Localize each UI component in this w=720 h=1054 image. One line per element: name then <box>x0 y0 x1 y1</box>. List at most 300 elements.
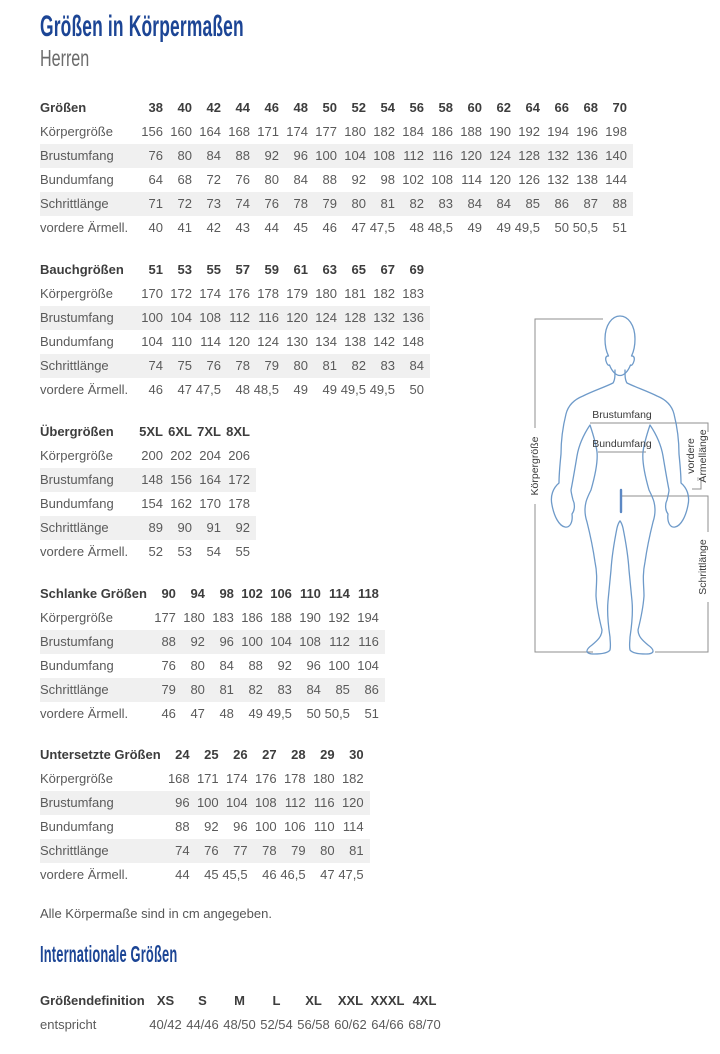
size-header: 68 <box>583 100 598 115</box>
value-cell: 148 <box>141 472 163 487</box>
header-row <box>40 96 633 120</box>
value-cell: 182 <box>341 771 364 786</box>
measure-row <box>40 354 430 378</box>
measure-row <box>40 444 256 468</box>
value-cell: 47 <box>177 382 192 397</box>
value-cell: 76 <box>204 843 219 858</box>
value-cell: 172 <box>228 472 250 487</box>
value-cell: 80 <box>293 358 308 373</box>
value-cell: 68/70 <box>408 1017 441 1032</box>
value-cell: 181 <box>344 286 366 301</box>
value-cell: 80 <box>190 682 205 697</box>
value-cell: 180 <box>183 610 205 625</box>
row-label: Brustumfang <box>40 148 114 163</box>
size-header: 7XL <box>197 424 221 439</box>
size-header: XXL <box>337 993 364 1008</box>
value-cell: 190 <box>489 124 511 139</box>
value-cell: 45 <box>293 220 308 235</box>
value-cell: 47,5 <box>338 867 364 882</box>
value-cell: 180 <box>344 124 366 139</box>
fill <box>379 582 385 606</box>
value-cell: 51 <box>364 706 379 721</box>
value-cell: 96 <box>306 658 321 673</box>
value-cell: 112 <box>284 795 306 810</box>
table-title: Übergrößen <box>40 424 114 439</box>
value-cell: 76 <box>235 172 250 187</box>
measure-lines <box>535 319 708 652</box>
value-cell: 100 <box>315 148 337 163</box>
value-cell: 73 <box>206 196 221 211</box>
value-cell: 180 <box>312 771 335 786</box>
size-header: 94 <box>190 586 205 601</box>
value-cell: 48/50 <box>223 1017 256 1032</box>
header-row <box>40 582 385 606</box>
value-cell: 46,5 <box>280 867 306 882</box>
fill <box>250 420 256 444</box>
row-label: Schrittlänge <box>40 358 109 373</box>
value-cell: 114 <box>200 334 221 349</box>
value-cell: 102 <box>402 172 424 187</box>
value-cell: 46 <box>262 867 277 882</box>
row-label: Brustumfang <box>40 795 114 810</box>
fill <box>364 863 370 887</box>
fill <box>379 702 385 726</box>
value-cell: 104 <box>141 334 163 349</box>
value-cell: 92 <box>235 520 250 535</box>
size-header: 44 <box>235 100 250 115</box>
row-label: Körpergröße <box>40 124 113 139</box>
size-header: 59 <box>264 262 279 277</box>
value-cell: 96 <box>219 634 234 649</box>
value-cell: 196 <box>576 124 598 139</box>
value-cell: 81 <box>380 196 395 211</box>
value-cell: 110 <box>313 819 335 834</box>
value-cell: 184 <box>402 124 424 139</box>
value-cell: 96 <box>293 148 308 163</box>
row-label: Brustumfang <box>40 634 114 649</box>
value-cell: 50,5 <box>572 220 598 235</box>
units-note: Alle Körpermaße sind in cm angegeben. <box>40 906 272 921</box>
size-header: 25 <box>204 747 219 762</box>
value-cell: 176 <box>228 286 250 301</box>
value-cell: 79 <box>161 682 176 697</box>
value-cell: 116 <box>358 634 379 649</box>
fill <box>250 516 256 540</box>
measure-row <box>40 815 370 839</box>
value-cell: 114 <box>461 172 482 187</box>
value-cell: 88 <box>235 148 250 163</box>
value-cell: 81 <box>349 843 364 858</box>
value-cell: 178 <box>283 771 306 786</box>
value-cell: 40/42 <box>149 1017 182 1032</box>
value-cell: 72 <box>177 196 192 211</box>
size-header: 102 <box>241 586 263 601</box>
value-cell: 47 <box>351 220 366 235</box>
value-cell: 112 <box>329 634 350 649</box>
table-title: Größen <box>40 100 87 115</box>
fill <box>250 468 256 492</box>
value-cell: 120 <box>228 334 250 349</box>
value-cell: 132 <box>373 310 395 325</box>
measure-row <box>40 192 633 216</box>
size-header: 98 <box>219 586 234 601</box>
size-header: XS <box>156 993 175 1008</box>
fill <box>627 120 633 144</box>
size-header: 51 <box>148 262 163 277</box>
size-header: 30 <box>349 747 364 762</box>
size-header: 67 <box>380 262 395 277</box>
size-header: 29 <box>320 747 335 762</box>
value-cell: 76 <box>148 148 163 163</box>
value-cell: 50 <box>554 220 569 235</box>
value-cell: 74 <box>235 196 250 211</box>
size-header: 55 <box>206 262 221 277</box>
value-cell: 76 <box>264 196 279 211</box>
value-cell: 42 <box>206 220 221 235</box>
row-label: Schrittlänge <box>40 843 109 858</box>
value-cell: 170 <box>141 286 163 301</box>
value-cell: 112 <box>229 310 250 325</box>
measure-row <box>40 282 430 306</box>
value-cell: 183 <box>212 610 234 625</box>
value-cell: 136 <box>576 148 598 163</box>
value-cell: 91 <box>206 520 221 535</box>
measure-row <box>40 791 370 815</box>
value-cell: 188 <box>460 124 482 139</box>
row-label: entspricht <box>40 1017 97 1032</box>
fill <box>627 144 633 168</box>
fill <box>443 1013 451 1037</box>
fill <box>627 192 633 216</box>
size-header: 40 <box>177 100 192 115</box>
fill <box>364 791 370 815</box>
value-cell: 112 <box>403 148 424 163</box>
value-cell: 194 <box>547 124 569 139</box>
value-cell: 49,5 <box>266 706 292 721</box>
value-cell: 78 <box>293 196 308 211</box>
value-cell: 148 <box>402 334 424 349</box>
value-cell: 194 <box>357 610 379 625</box>
value-cell: 124 <box>315 310 337 325</box>
value-cell: 44 <box>175 867 190 882</box>
value-cell: 48 <box>219 706 234 721</box>
fill <box>250 540 256 564</box>
value-cell: 84 <box>409 358 424 373</box>
value-cell: 80 <box>351 196 366 211</box>
size-header: M <box>234 993 245 1008</box>
size-table-groessen <box>40 96 633 240</box>
row-label: Schrittlänge <box>40 682 109 697</box>
value-cell: 100 <box>241 634 263 649</box>
value-cell: 160 <box>170 124 192 139</box>
value-cell: 71 <box>148 196 163 211</box>
value-cell: 85 <box>335 682 350 697</box>
value-cell: 50,5 <box>324 706 350 721</box>
value-cell: 78 <box>262 843 277 858</box>
row-label: vordere Ärmell. <box>40 867 129 882</box>
value-cell: 49 <box>467 220 482 235</box>
value-cell: 74 <box>175 843 190 858</box>
value-cell: 60/62 <box>334 1017 367 1032</box>
value-cell: 92 <box>277 658 292 673</box>
page-subtitle: Herren <box>40 45 90 71</box>
value-cell: 88 <box>248 658 263 673</box>
fill <box>424 282 430 306</box>
value-cell: 68 <box>177 172 192 187</box>
value-cell: 116 <box>432 148 453 163</box>
measure-row <box>40 654 385 678</box>
value-cell: 156 <box>141 124 163 139</box>
value-cell: 132 <box>547 148 569 163</box>
value-cell: 77 <box>233 843 248 858</box>
value-cell: 79 <box>291 843 306 858</box>
value-cell: 49 <box>293 382 308 397</box>
value-cell: 126 <box>518 172 540 187</box>
body-measurement-diagram <box>515 300 715 660</box>
value-cell: 88 <box>161 634 176 649</box>
value-cell: 164 <box>199 124 221 139</box>
size-header: 38 <box>148 100 163 115</box>
value-cell: 86 <box>554 196 569 211</box>
size-header: 56 <box>409 100 424 115</box>
row-label: vordere Ärmell. <box>40 706 129 721</box>
value-cell: 138 <box>576 172 598 187</box>
fill <box>379 654 385 678</box>
value-cell: 183 <box>402 286 424 301</box>
value-cell: 108 <box>373 148 395 163</box>
body-outline <box>551 316 688 654</box>
measure-row <box>40 540 256 564</box>
value-cell: 72 <box>206 172 221 187</box>
value-cell: 76 <box>161 658 176 673</box>
diagram-label-schrittlaenge: Schrittlänge <box>697 539 709 595</box>
value-cell: 204 <box>199 448 221 463</box>
value-cell: 53 <box>177 544 192 559</box>
size-header: 114 <box>328 586 350 601</box>
fill <box>424 258 430 282</box>
value-cell: 134 <box>315 334 337 349</box>
value-cell: 154 <box>141 496 163 511</box>
value-cell: 92 <box>264 148 279 163</box>
measure-row <box>40 330 430 354</box>
value-cell: 50 <box>409 382 424 397</box>
row-label: Bundumfang <box>40 172 114 187</box>
size-header: 70 <box>612 100 627 115</box>
header-row <box>40 258 430 282</box>
value-cell: 47,5 <box>195 382 221 397</box>
body-head <box>605 316 635 376</box>
value-cell: 96 <box>175 795 190 810</box>
value-cell: 83 <box>438 196 453 211</box>
value-cell: 47 <box>190 706 205 721</box>
value-cell: 174 <box>286 124 308 139</box>
fill <box>424 330 430 354</box>
size-header: 48 <box>293 100 308 115</box>
value-cell: 177 <box>315 124 337 139</box>
row-label: Körpergröße <box>40 448 113 463</box>
size-header: 28 <box>291 747 306 762</box>
measure-row <box>40 492 256 516</box>
measure-row <box>40 144 633 168</box>
value-cell: 46 <box>322 220 337 235</box>
size-header: 61 <box>293 262 308 277</box>
value-cell: 49,5 <box>514 220 540 235</box>
measure-row <box>40 839 370 863</box>
size-header: 50 <box>322 100 337 115</box>
measure-row <box>40 702 385 726</box>
intl-size-table <box>40 989 451 1037</box>
value-cell: 176 <box>254 771 277 786</box>
row-label: Körpergröße <box>40 771 113 786</box>
value-cell: 130 <box>286 334 308 349</box>
value-cell: 45 <box>204 867 219 882</box>
value-cell: 96 <box>233 819 248 834</box>
fill <box>627 168 633 192</box>
value-cell: 92 <box>204 819 219 834</box>
value-cell: 100 <box>254 819 277 834</box>
value-cell: 186 <box>241 610 263 625</box>
diagram-label-aermellaenge: Ärmellänge <box>697 429 709 483</box>
value-cell: 98 <box>380 172 395 187</box>
table-title: Untersetzte Größen <box>40 747 161 762</box>
value-cell: 132 <box>547 172 569 187</box>
fill <box>424 306 430 330</box>
value-cell: 100 <box>141 310 163 325</box>
fill <box>364 743 370 767</box>
size-header: 60 <box>467 100 482 115</box>
row-label: vordere Ärmell. <box>40 220 129 235</box>
fill <box>364 815 370 839</box>
value-cell: 106 <box>283 819 306 834</box>
size-header: 106 <box>270 586 292 601</box>
value-cell: 177 <box>154 610 176 625</box>
value-cell: 198 <box>605 124 627 139</box>
fill <box>443 989 451 1013</box>
value-cell: 162 <box>170 496 192 511</box>
value-cell: 156 <box>170 472 192 487</box>
value-cell: 120 <box>286 310 308 325</box>
size-header: 46 <box>264 100 279 115</box>
value-cell: 120 <box>489 172 511 187</box>
value-cell: 178 <box>228 496 250 511</box>
value-cell: 180 <box>315 286 337 301</box>
value-cell: 104 <box>170 310 192 325</box>
value-cell: 136 <box>402 310 424 325</box>
value-cell: 108 <box>431 172 453 187</box>
value-cell: 140 <box>605 148 627 163</box>
header-row <box>40 743 370 767</box>
value-cell: 47 <box>320 867 335 882</box>
fill <box>250 492 256 516</box>
row-label: vordere Ärmell. <box>40 544 129 559</box>
value-cell: 80 <box>264 172 279 187</box>
row-label: Bundumfang <box>40 819 114 834</box>
value-cell: 128 <box>518 148 540 163</box>
measure-row <box>40 1013 451 1037</box>
table-title: Schlanke Größen <box>40 586 147 601</box>
size-header: S <box>198 993 207 1008</box>
size-table-uebergroessen <box>40 420 256 564</box>
size-header: 62 <box>496 100 511 115</box>
size-table-bauchgroessen <box>40 258 430 402</box>
diagram-label-vordere: vordere <box>685 438 697 474</box>
value-cell: 49 <box>496 220 511 235</box>
size-header: 5XL <box>139 424 163 439</box>
value-cell: 124 <box>257 334 279 349</box>
size-header: 52 <box>351 100 366 115</box>
value-cell: 76 <box>206 358 221 373</box>
value-cell: 48,5 <box>253 382 279 397</box>
measure-row <box>40 516 256 540</box>
value-cell: 172 <box>170 286 192 301</box>
value-cell: 44/46 <box>186 1017 219 1032</box>
row-label: Bundumfang <box>40 334 114 349</box>
value-cell: 46 <box>161 706 176 721</box>
value-cell: 81 <box>322 358 337 373</box>
size-header: 58 <box>438 100 453 115</box>
value-cell: 52 <box>148 544 163 559</box>
value-cell: 80 <box>177 148 192 163</box>
value-cell: 48 <box>235 382 250 397</box>
value-cell: 192 <box>328 610 350 625</box>
value-cell: 108 <box>299 634 321 649</box>
value-cell: 104 <box>357 658 379 673</box>
table-title: Bauchgrößen <box>40 262 124 277</box>
value-cell: 104 <box>270 634 292 649</box>
value-cell: 202 <box>170 448 192 463</box>
measure-row <box>40 168 633 192</box>
measure-row <box>40 306 430 330</box>
value-cell: 108 <box>254 795 277 810</box>
row-label: vordere Ärmell. <box>40 382 129 397</box>
value-cell: 200 <box>141 448 163 463</box>
header-row <box>40 420 256 444</box>
size-header: 27 <box>262 747 277 762</box>
value-cell: 85 <box>525 196 540 211</box>
fill <box>424 354 430 378</box>
size-header: 110 <box>299 586 321 601</box>
value-cell: 100 <box>196 795 219 810</box>
value-cell: 124 <box>489 148 511 163</box>
fill <box>250 444 256 468</box>
value-cell: 108 <box>199 310 221 325</box>
value-cell: 114 <box>342 819 364 834</box>
value-cell: 88 <box>322 172 337 187</box>
value-cell: 90 <box>177 520 192 535</box>
row-label: Bundumfang <box>40 658 114 673</box>
value-cell: 84 <box>306 682 321 697</box>
diagram-label-koerpergroesse: Körpergröße <box>529 436 541 496</box>
value-cell: 46 <box>148 382 163 397</box>
value-cell: 79 <box>264 358 279 373</box>
value-cell: 75 <box>177 358 192 373</box>
measure-row <box>40 767 370 791</box>
size-header: 118 <box>357 586 379 601</box>
row-label: Brustumfang <box>40 472 114 487</box>
value-cell: 78 <box>235 358 250 373</box>
value-cell: 44 <box>264 220 279 235</box>
value-cell: 128 <box>344 310 366 325</box>
value-cell: 171 <box>257 124 279 139</box>
value-cell: 142 <box>373 334 395 349</box>
size-table-untersetzte-groessen <box>40 743 370 887</box>
value-cell: 206 <box>228 448 250 463</box>
size-header: 90 <box>161 586 176 601</box>
value-cell: 55 <box>235 544 250 559</box>
size-header: 6XL <box>168 424 192 439</box>
value-cell: 110 <box>171 334 192 349</box>
row-label: Bundumfang <box>40 496 114 511</box>
